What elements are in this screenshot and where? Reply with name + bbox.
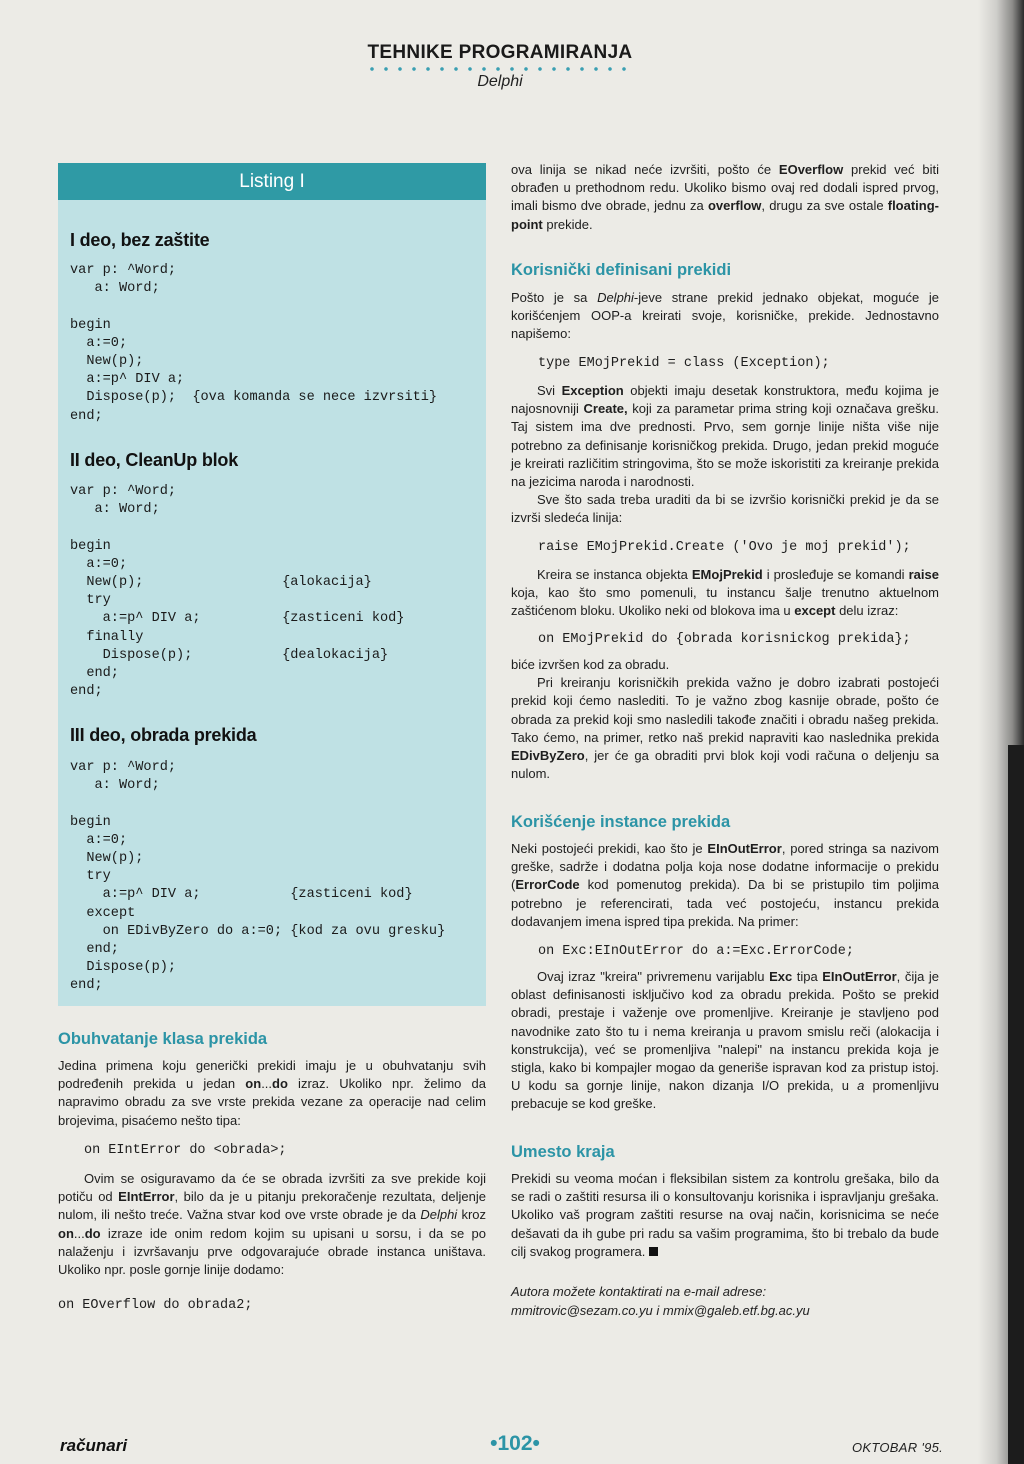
listing-box (58, 163, 486, 1006)
right-s1-paragraph-4: Kreira se instanca objekta EMojPrekid i prosleđuje se komandi raise koja, kao što smo pomenuli, tu instancu šalje trenutno aktuelnom zaštićenom bloku. Ukoliko neki od blokova ima u except delu izraz: (511, 567, 939, 619)
listing-title: Listing I (58, 163, 486, 200)
code-eintterror: on EIntError do <obrada>; (84, 1143, 287, 1158)
section-subtitle: Delphi (477, 73, 523, 90)
right-s3-paragraph-1: Prekidi su veoma moćan i fleksibilan sistem za kontrolu grešaka, bilo da se radi o zaštiti resursa ili o konsultovanju korisnika i ispravljanju grešaka. Ukoliko vaš program zaštiti resurse na ovaj način, korisnicima se neće dešavati da ih gube pri radu sa vašim programima, što bi trebalo da bude cilj svakog programera. (511, 1171, 939, 1259)
right-s2-paragraph-1: Neki postojeći prekidi, kao što je EInOutError, pored stringa sa nazivom greške, sadrže i dodatna polja koja nose dodatne informacije o prekidu (ErrorCode kod pomenutog prekida). Da bi se pristupilo tim poljima potrebno je referencirati, tada već postojeću, instancu prekida dodavanjem imena ispred tipa prekida. Na primer: (511, 841, 940, 929)
listing-part2-code: var p: ^Word; a: Word; begin a:=0; New(p); {alokacija} try a:=p^ DIV a; {zasticeni kod} finally Dispose(p); {dealokacija} end; end; (70, 484, 405, 700)
code-eoverflow: on EOverflow do obrada2; (58, 1298, 253, 1313)
listing-part1-code: var p: ^Word; a: Word; begin a:=0; New(p); a:=p^ DIV a; Dispose(p); {ova komanda se nece izvrsiti} end; (70, 263, 438, 424)
right-paragraph-0: ova linija se nikad neće izvršiti, pošto će EOverflow prekid već biti obrađen u prethodnom redu. Ukoliko bismo ovaj red dodali ispred prvog, imali bismo dve obrade, jednu za overflow, drugu za sve ostale floating-point prekide. (511, 162, 939, 232)
magazine-name: računari (60, 1436, 128, 1455)
author-contact (511, 1282, 810, 1320)
right-s1-paragraph-2: Svi Exception objekti imaju desetak konstruktora, među kojima je najosnovniji Create, koji za parametar prima string koji označava grešku. Taj sistem ima dve prednosti. Prvo, sem gornje linije ništa više nije potrebno za definisanje korisničkog prekida. Drugo, jedan prekid moguće je kreirati različitim stringovima, što se može iskoristiti za kreiranje prekida na jezicima naroda i narodnosti. Sve što sada treba uraditi da bi se izvršio korisnički prekid je da se izvrši sledeća linija: (511, 383, 940, 526)
contact-line-2: mmitrovic@sezam.co.yu i mmix@galeb.etf.bg.ac.yu (511, 1303, 810, 1318)
right-s1-paragraph-5: biće izvršen kod za obradu. Pri kreiranju korisničkih prekida važno je dobro izabrati postojeći prekid koji ćemo naslediti. To je važno zbog kasnije obrade, pošto će obrada za prekid koji smo nasledili takođe značiti i obradu našeg prekida. Tako ćemo, na primer, retko naš prekid napraviti kao naslednika prekida EDivByZero, jer će ga obraditi prvi blok koji vodi računa o deljenju sa nulom. (511, 657, 939, 782)
contact-line-1: Autora možete kontaktirati na e-mail adrese: (511, 1284, 767, 1299)
code-on-emojprekid: on EMojPrekid do {obrada korisnickog prekida}; (538, 632, 911, 647)
left-paragraph-2: Ovim se osiguravamo da će se obrada izvršiti za sve prekide koji potiču od EIntError, bilo da je u pitanju prekoračenje rezultata, deljenje nulom, ili nešto treće. Važna stvar kod ove vrste obrade je da Delphi kroz on...do izraze ide onim redom kojim su upisani u sorsu, i da se po nalaženju i izvršavanju prve odgovarajuće obrade instanca uništava. Ukoliko npr. posle gornje linije dodamo: (58, 1171, 487, 1278)
issue-date: OKTOBAR '95. (852, 1440, 944, 1455)
end-mark-icon (649, 1247, 658, 1256)
section-title: TEHNIKE PROGRAMIRANJA (367, 42, 633, 63)
code-raise: raise EMojPrekid.Create ('Ovo je moj prekid'); (538, 540, 911, 555)
listing-part3-title: III deo, obrada prekida (70, 725, 257, 745)
left-paragraph-1: Jedina primena koju generički prekidi imaju je u obuhvatanju svih podređenih prekida u jedan on...do izraz. Ukoliko npr. želimo da napravimo obradu za sve vrste prekida vezane za operacije nad celim brojevima, pisaćemo nešto tipa: (58, 1058, 487, 1128)
heading-koriscenje: Korišćenje instance prekida (511, 813, 731, 831)
listing-part2-title: II deo, CleanUp blok (70, 450, 239, 470)
listing-part3-code: var p: ^Word; a: Word; begin a:=0; New(p); try a:=p^ DIV a; {zasticeni kod} except on EDivByZero do a:=0; {kod za ovu gresku} end; Dispose(p); end; (70, 760, 446, 994)
header-dot-rule (365, 66, 635, 72)
listing-part1-title: I deo, bez zaštite (70, 230, 210, 250)
code-on-exc: on Exc:EInOutError do a:=Exc.ErrorCode; (538, 944, 854, 959)
right-s1-paragraph-1: Pošto je sa Delphi-jeve strane prekid jednako objekat, moguće je korišćenjem OOP-a kreirati svoje, korisničke, prekide. Jednostavno napišemo: (511, 290, 939, 342)
page-header (0, 42, 1000, 91)
page-binding-edge (1008, 745, 1024, 1464)
heading-korisnicki: Korisnički definisani prekidi (511, 261, 732, 279)
heading-obuhvatanje: Obuhvatanje klasa prekida (58, 1030, 268, 1048)
code-type-emojprekid: type EMojPrekid = class (Exception); (538, 356, 830, 371)
page-number: •102• (490, 1432, 540, 1455)
right-s2-paragraph-2: Ovaj izraz "kreira" privremenu varijablu Exc tipa EInOutError, čija je oblast definisanosti isključivo kod za obradu prekida. Pošto se prekid obradi, prestaje i važenje ove promenljive. Kreiranje je stavljeno pod navodnike zato što tu i nema kreiranja u pravom smislu reči (alokacija i konstrukcija), već se promenljiva "nalepi" na instancu prekida koja je stigla, kako bi kompajler mogao da generiše ispravan kod za pristup istoj. U kodu sa gornje linije, nakon dizanja I/O prekida, u a promenljivu prebacuje se kod greške. (511, 969, 939, 1112)
heading-umesto-kraja: Umesto kraja (511, 1143, 615, 1161)
